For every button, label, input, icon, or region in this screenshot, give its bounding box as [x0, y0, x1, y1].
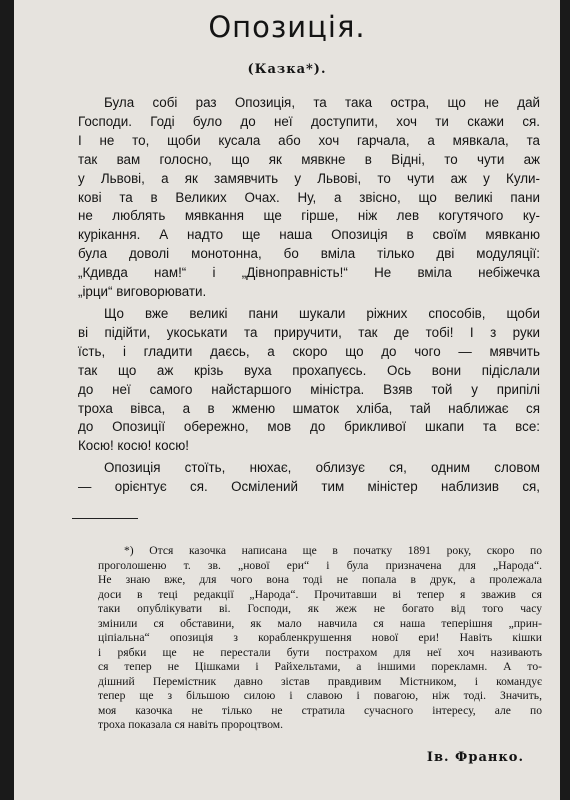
- text-line: Що вже великі пани шукали ріжних способів, щоби: [104, 305, 540, 321]
- text-line: Господи. Годі було до неї доступити, хоч ти скажи ся.: [78, 113, 540, 129]
- text-line: так вам голосно, що як мявкне в Відні, то чути аж: [78, 151, 540, 167]
- text-line: у Львові, а як замявчить у Львові, то чути аж у Кули-: [78, 170, 540, 186]
- text-line: троха вівса, а в жменю шматок хліба, тай наближає ся: [78, 400, 540, 416]
- footnote-line: змінили ся обставини, як мало навчила ся наша теперішня „прин-: [98, 616, 542, 630]
- text-line: до неї самого найстаршого міністра. Взяв той у припілі: [78, 381, 540, 397]
- text-line: так що аж крізь вуха прохапуєсь. Ось вони підіслали: [78, 362, 540, 378]
- page-title: Опозиція.: [208, 10, 366, 44]
- story-body: [78, 94, 540, 500]
- text-line: їсть, і гладити даєсь, а скоро що до чого — мявчить: [78, 343, 540, 359]
- text-line: „Кдивда нам!“ і „Дівноправність!“ Не вміла небіжечка: [78, 265, 540, 281]
- paragraph-2: [78, 305, 540, 456]
- footnote-divider: [72, 518, 138, 519]
- paragraph-3: [78, 459, 540, 497]
- text-line: І не то, щоби кусала або хоч гарчала, а мявкала, та: [78, 132, 540, 148]
- text-line: не люблять мявкання ще гірше, ніж лев когутячого ку-: [78, 208, 540, 224]
- text-line: була доволі монотонна, бо вміла тілько дві модуляції:: [78, 246, 540, 262]
- footnote-line: Не знаю вже, для чого вона тоді не попала в друк, а пролежала: [98, 573, 542, 586]
- footnote-line: троха показала ся навіть пророцтвом.: [98, 718, 284, 731]
- text-line: курікання. А надто ще наша Опозиція в своїм мявканю: [78, 227, 540, 243]
- footnote-line: таки опублікувати ві. Господи, як жеж не богато від того часу: [98, 602, 542, 615]
- footnote-line: дішний Перемістник давно зістав правдивим Містником, і командує: [98, 674, 542, 688]
- document-page: [14, 0, 560, 800]
- text-line: кові та в Великих Очах. Ну, а звісно, що великі пани: [78, 189, 540, 205]
- footnote-line: тепер ще з більшою силою і славою і повагою, ніж тоді. Значить,: [98, 689, 542, 702]
- text-line: — орієнтує ся. Осмілений тим міністер наблизив ся,: [78, 479, 540, 495]
- footnote-line: моя казочка не тілько не стратила сучасного інтересу, але по: [98, 703, 542, 717]
- text-line: Косю! косю! косю!: [78, 438, 189, 454]
- footnote-line: проголошеню т. зв. „нової ери“ і була призначена для „Народа“.: [98, 558, 542, 572]
- footnote-line: ся тепер не Цішками і Райхельтами, а іншими порекламн. А то-: [98, 660, 542, 673]
- footnote-line: доси в теці редакції „Народа“. Прочитавши ві тепер я зважив ся: [98, 587, 542, 601]
- paragraph-1: [78, 94, 540, 302]
- text-line: Була собі раз Опозиція, та така остра, що не дай: [104, 95, 540, 110]
- text-line: Опозиція стоїть, нюхає, облизує ся, одним словом: [104, 460, 540, 476]
- text-line: до Опозиції обережно, мов до брикливої шкапи та все:: [78, 419, 540, 435]
- footnote-line: ціпіальна“ опозиція з корабленкрушення нової ери! Навіть кішки: [98, 631, 542, 644]
- text-line: ві підійти, укоськати та приручити, так де тобі! І з руки: [78, 324, 540, 340]
- footnote-line: і рябки ще не перестали бути пострахом для неї хоч називають: [98, 645, 542, 659]
- text-line: „ірци“ виговорювати.: [78, 284, 207, 300]
- footnote: [98, 544, 542, 733]
- footnote-line: *) Отся казочка написана ще в початку 1891 року, скоро по: [124, 544, 542, 557]
- author-signature: Ів. Франко.: [426, 750, 524, 765]
- page-subtitle: (Казка*).: [247, 62, 327, 77]
